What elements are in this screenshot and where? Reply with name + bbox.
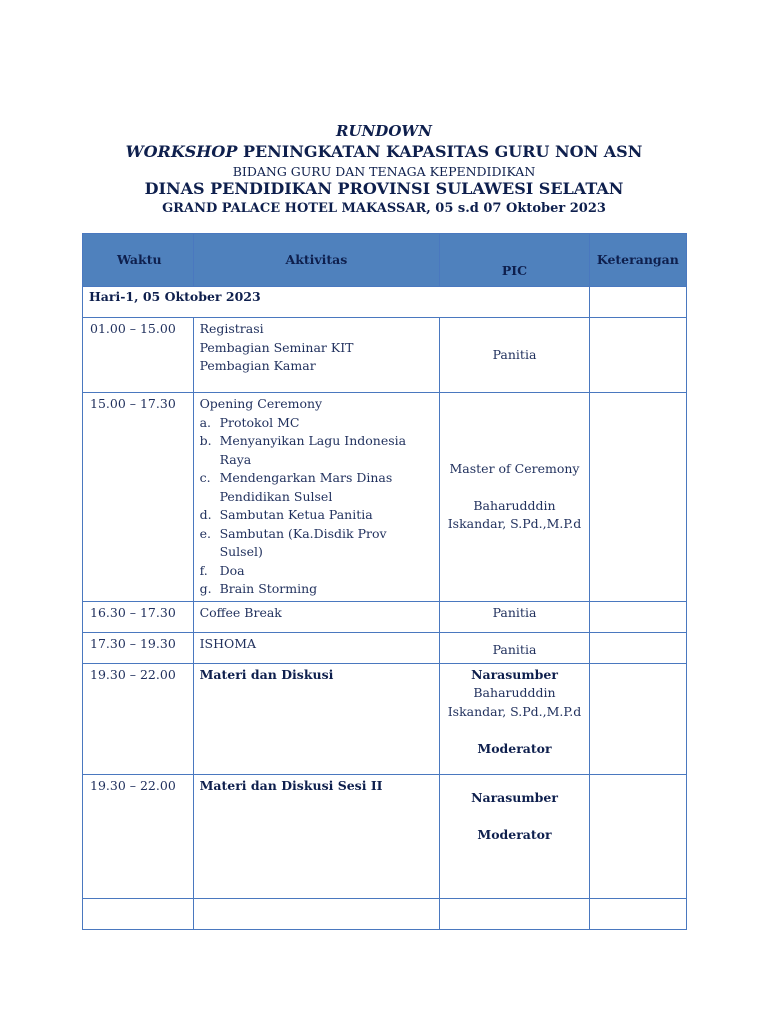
list-marker: a. [199, 414, 211, 430]
aktivitas-title: Opening Ceremony [199, 396, 323, 411]
table-cell [193, 898, 440, 929]
waktu-cell: 16.30 – 17.30 [83, 601, 194, 632]
table-cell [440, 898, 589, 929]
list-marker: b. [199, 433, 212, 448]
table-row [83, 393, 687, 602]
list-item [200, 469, 434, 506]
moderator-label: Moderator [477, 826, 552, 842]
moderator-label: Moderator [477, 740, 552, 756]
doc-title: RUNDOWN [336, 122, 432, 140]
waktu-cell: 19.30 – 22.00 [83, 663, 194, 774]
list-marker: c. [199, 470, 211, 485]
ceremony-list [200, 414, 434, 599]
venue-date-line: GRAND PALACE HOTEL MAKASSAR, 05 s.d 07 Oktober 2023 [162, 201, 606, 216]
agency-line: DINAS PENDIDIKAN PROVINSI SULAWESI SELATAN [144, 179, 624, 198]
pic-name: Baharudddin Iskandar, S.Pd.,M.P.d [447, 497, 582, 532]
list-text: Sambutan (Ka.Disdik Prov Sulsel) [219, 525, 387, 559]
aktivitas-line: Registrasi [199, 321, 264, 336]
aktivitas-cell: Materi dan Diskusi Sesi II [193, 774, 440, 898]
aktivitas-line: Pembagian Seminar KIT [199, 339, 354, 355]
keterangan-cell [589, 601, 686, 632]
workshop-word: WORKSHOP [125, 142, 238, 161]
col-pic: PIC [440, 234, 589, 287]
table-cell [589, 898, 686, 929]
narasumber-label: Narasumber [471, 789, 558, 805]
list-text: Brain Storming [219, 581, 318, 596]
table-row [83, 663, 687, 774]
col-aktivitas: Aktivitas [193, 234, 440, 287]
list-text: Menyanyikan Lagu Indonesia Raya [219, 433, 407, 467]
keterangan-cell [589, 632, 686, 663]
list-item [200, 414, 434, 433]
waktu-cell: 19.30 – 22.00 [83, 774, 194, 898]
pic-cell: Panitia [440, 318, 589, 393]
list-item [200, 525, 434, 562]
day-label: Hari-1, 05 Oktober 2023 [83, 287, 590, 318]
department-line: BIDANG GURU DAN TENAGA KEPENDIDIKAN [232, 164, 536, 179]
pic-cell: Panitia [440, 601, 589, 632]
keterangan-cell [589, 663, 686, 774]
pic-cell [440, 774, 589, 898]
list-text: Doa [219, 562, 245, 578]
day-row [83, 287, 687, 318]
waktu-cell: 15.00 – 17.30 [83, 393, 194, 602]
narasumber-label: Narasumber [471, 666, 558, 682]
list-marker: e. [199, 525, 211, 541]
waktu-cell: 17.30 – 19.30 [83, 632, 194, 663]
pic-name: Baharudddin Iskandar, S.Pd.,M.P.d [447, 685, 582, 719]
aktivitas-cell: Materi dan Diskusi [193, 663, 440, 774]
subtitle-rest: PENINGKATAN KAPASITAS GURU NON ASN [237, 142, 643, 161]
list-marker: d. [199, 507, 212, 522]
aktivitas-line: Pembagian Kamar [199, 358, 316, 373]
list-text: Sambutan Ketua Panitia [219, 507, 373, 522]
table-row [83, 601, 687, 632]
table-row [83, 632, 687, 663]
table-cell [83, 898, 194, 929]
table-row [83, 774, 687, 898]
pic-cell [440, 663, 589, 774]
table-row [83, 318, 687, 393]
list-item [200, 506, 434, 525]
col-waktu: Waktu [83, 234, 194, 287]
pic-role: Master of Ceremony [449, 460, 580, 476]
list-marker: g. [199, 581, 212, 596]
pic-cell: Panitia [440, 632, 589, 663]
list-marker: f. [199, 562, 208, 578]
keterangan-cell [589, 774, 686, 898]
col-keterangan: Keterangan [589, 234, 686, 287]
aktivitas-cell: ISHOMA [193, 632, 440, 663]
table-cell [589, 287, 686, 318]
table-header-row [83, 234, 687, 287]
keterangan-cell [589, 318, 686, 393]
list-item [200, 432, 434, 469]
list-item [200, 580, 434, 599]
aktivitas-cell: Coffee Break [193, 601, 440, 632]
pic-cell [440, 393, 589, 602]
list-item [200, 562, 434, 581]
aktivitas-cell [193, 318, 440, 393]
aktivitas-cell [193, 393, 440, 602]
empty-row [83, 898, 687, 929]
doc-subtitle [0, 142, 768, 161]
list-text: Protokol MC [219, 414, 300, 430]
list-text: Mendengarkan Mars Dinas Pendidikan Sulsel [219, 470, 393, 504]
rundown-table [82, 233, 687, 930]
keterangan-cell [589, 393, 686, 602]
waktu-cell: 01.00 – 15.00 [83, 318, 194, 393]
